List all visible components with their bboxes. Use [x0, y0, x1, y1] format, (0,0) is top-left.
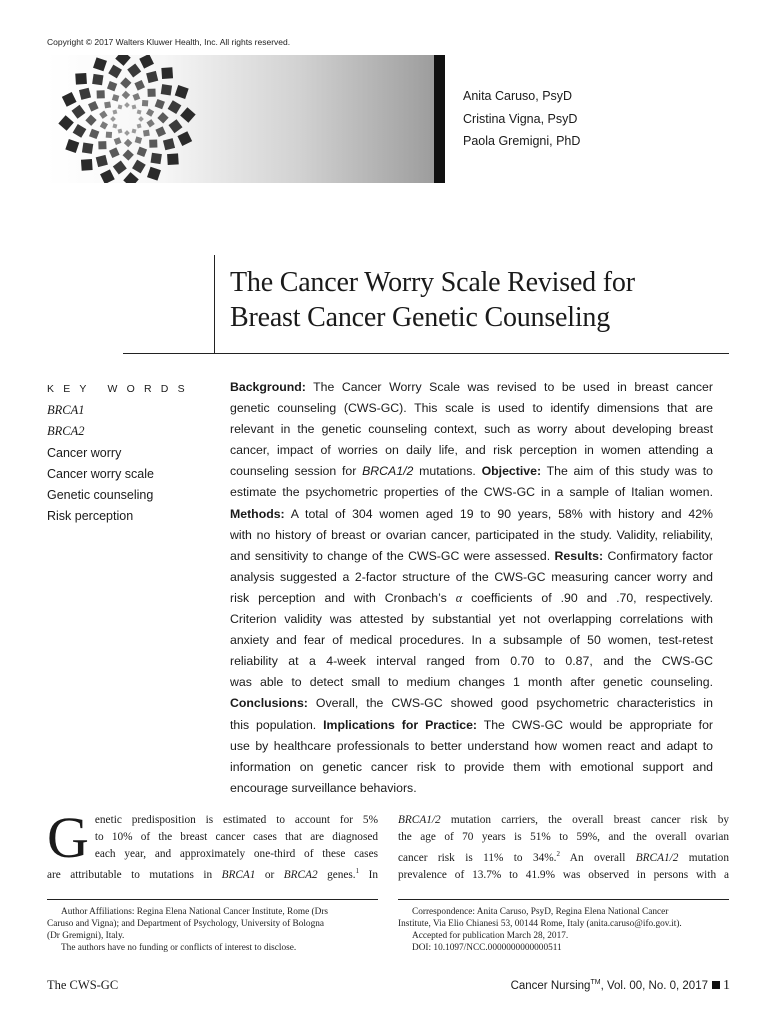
- footnote-line: (Dr Gremigni), Italy.: [47, 931, 125, 941]
- abstract-line: with no history of breast or ovarian cancer, participated in the study. Validity, reliability,: [230, 527, 713, 542]
- keywords-list: [47, 400, 154, 528]
- sunburst-square: [89, 129, 99, 139]
- body-text: cancer risk is 11% to 34%.: [398, 851, 557, 864]
- sunburst-square: [113, 161, 127, 175]
- abstract-text: The Cancer Worry Scale was revised to be used in breast cancer: [305, 380, 713, 394]
- sunburst-square: [99, 111, 107, 119]
- title-horizontal-rule: [123, 353, 729, 354]
- abstract-line: [230, 693, 713, 714]
- sunburst-square: [149, 139, 157, 147]
- sunburst-square: [62, 92, 77, 107]
- sunburst-square: [112, 110, 117, 115]
- sunburst-square: [143, 130, 150, 137]
- drop-cap: G: [47, 805, 89, 870]
- sunburst-square: [110, 116, 116, 122]
- abstract-line: [230, 504, 713, 525]
- sunburst-square: [85, 115, 96, 126]
- sunburst-square: [122, 91, 130, 99]
- abstract-line: was able to detect small to medium changes 1 month after genetic counseling.: [230, 675, 713, 690]
- author-name: Anita Caruso, PsyD: [463, 89, 573, 103]
- sunburst-square: [123, 172, 139, 183]
- sunburst-square: [163, 138, 175, 150]
- sunburst-square: [112, 124, 117, 129]
- sunburst-square: [146, 71, 158, 83]
- abstract-line: information on genetic cancer risk to provide them with emotional support and: [230, 759, 713, 774]
- sunburst-square: [134, 80, 145, 91]
- abstract-text: mutations.: [413, 464, 482, 479]
- keyword-item: BRCA1: [47, 403, 85, 417]
- issue-info: , Vol. 00, No. 0, 2017: [600, 980, 708, 992]
- body-column-right: [398, 812, 729, 884]
- sunburst-square: [132, 129, 137, 134]
- body-text: are attributable to mutations in: [47, 868, 222, 881]
- keyword-item: Genetic counseling: [47, 488, 154, 503]
- sunburst-square: [124, 102, 130, 108]
- sunburst-square: [147, 89, 155, 97]
- sunburst-square: [177, 131, 192, 146]
- body-line: prevalence of 13.7% to 41.9% was observed in persons with a: [398, 868, 729, 881]
- abstract-line: relevant in the genetic counseling context, such as worry about developing breast: [230, 422, 713, 437]
- abstract-line: [230, 588, 713, 609]
- sunburst-square: [109, 147, 120, 158]
- footnote-line: Institute, Via Elio Chianesi 53, 00144 Rome, Italy (anita.caruso@ifo.gov.it).: [398, 919, 682, 929]
- abstract-text: coefficients of .90 and .70, respectively.: [462, 590, 713, 605]
- sunburst-square: [88, 101, 99, 112]
- abstract-label-results: Results:: [554, 548, 604, 563]
- copyright-notice: Copyright © 2017 Walters Kluwer Health, Inc. All rights reserved.: [47, 37, 291, 47]
- gene-name: BRCA1/2: [362, 464, 414, 479]
- sunburst-square: [92, 74, 103, 85]
- footnote-line: Accepted for publication March 28, 2017.: [412, 931, 569, 941]
- sunburst-square: [137, 124, 142, 129]
- author-list: [463, 85, 580, 153]
- abstract-line: use by healthcare professionals to better understand how women react and adapt to: [230, 738, 713, 753]
- sunburst-square: [139, 55, 154, 69]
- sunburst-square: [115, 55, 131, 66]
- article-title: [230, 265, 720, 335]
- sunburst-logo-icon: [47, 55, 207, 183]
- sunburst-square: [124, 139, 132, 147]
- abstract-label-conclusions: Conclusions:: [230, 696, 308, 711]
- abstract-line: [230, 715, 713, 736]
- keyword-item: Cancer worry scale: [47, 466, 154, 481]
- sunburst-square: [120, 77, 131, 88]
- footnote-line: DOI: 10.1097/NCC.0000000000000511: [412, 943, 562, 953]
- sunburst-square: [93, 57, 107, 71]
- sunburst-square: [135, 136, 142, 143]
- sunburst-square: [100, 169, 115, 183]
- abstract-line: [230, 377, 713, 398]
- sunburst-square: [151, 153, 162, 164]
- sunburst-square: [146, 109, 154, 117]
- body-line: [398, 846, 729, 867]
- keyword-item: Cancer worry: [47, 445, 122, 460]
- abstract-line: analysis suggested a 2-factor structure of the CWS-GC measuring cancer worry and: [230, 569, 713, 584]
- sunburst-square: [133, 93, 141, 101]
- alpha-symbol: α: [455, 590, 463, 605]
- sunburst-square: [175, 85, 189, 99]
- abstract-text: risk perception and with Cronbach’s: [230, 590, 456, 605]
- sunburst-square: [72, 105, 86, 119]
- running-footer-short-title: The CWS-GC: [47, 978, 119, 992]
- abstract-text: Confirmatory factor: [603, 548, 713, 563]
- sunburst-square: [123, 149, 134, 160]
- author-name: Paola Gremigni, PhD: [463, 134, 581, 148]
- abstract-line: [230, 461, 713, 482]
- trademark-mark: TM: [590, 979, 601, 987]
- gene-name: BRCA2: [283, 868, 318, 881]
- sunburst-square: [132, 104, 137, 109]
- body-text: mutation carriers, the overall breast cancer risk by: [440, 814, 729, 826]
- sunburst-square: [161, 84, 172, 95]
- abstract-line: anxiety and fear of medical procedures. In a subsample of 50 women, test-retest: [230, 633, 713, 648]
- abstract-text: Overall, the CWS-GC showed good psychometric characteristics in: [307, 696, 713, 711]
- title-line: The Cancer Worry Scale Revised for: [230, 267, 635, 298]
- sunburst-square: [104, 101, 111, 108]
- abstract-text: The CWS-GC would be appropriate for: [477, 717, 714, 732]
- sunburst-square: [79, 88, 91, 100]
- body-line: each year, and approximately one-third of these cases: [94, 848, 378, 860]
- sunburst-square: [118, 104, 123, 109]
- sunburst-square: [73, 124, 87, 138]
- citation-ref: 1: [355, 867, 360, 875]
- body-text: mutation: [678, 851, 729, 864]
- keywords-heading: KEY WORDS: [47, 383, 194, 395]
- sunburst-square: [168, 100, 182, 114]
- sunburst-square: [169, 119, 183, 133]
- abstract-label-objective: Objective:: [481, 464, 542, 479]
- sunburst-square: [81, 159, 93, 171]
- sunburst-square: [108, 65, 122, 79]
- page-number: 1: [723, 978, 730, 993]
- sunburst-square: [157, 112, 168, 123]
- footnote-rule-left: [47, 899, 378, 900]
- keyword-item: Risk perception: [47, 509, 134, 524]
- title-vertical-rule: [214, 255, 215, 353]
- abstract-text: A total of 304 women aged 19 to 90 years, 58% with history and 42%: [284, 506, 713, 521]
- abstract-text: counseling session for: [230, 464, 363, 479]
- banner-divider: [434, 55, 445, 183]
- body-text: or: [255, 868, 284, 881]
- body-line: enetic predisposition is estimated to account for 5%: [94, 814, 378, 826]
- gene-name: BRCA1/2: [635, 851, 679, 864]
- sunburst-square: [58, 115, 74, 131]
- body-line: the age of 70 years is 51% to 59%, and the overall ovarian: [398, 831, 729, 843]
- square-bullet-icon: [712, 981, 720, 989]
- sunburst-square: [147, 167, 161, 181]
- abstract-line: Criterion validity was attested by substantial yet not overlapping correlations with: [230, 612, 713, 627]
- abstract-text: this population.: [230, 717, 324, 732]
- abstract-line: estimate the psychometric properties of the CWS-GC in a sample of Italian women.: [230, 485, 713, 500]
- sunburst-square: [155, 126, 166, 137]
- keyword-item: BRCA2: [47, 424, 85, 439]
- footnote-line: Caruso and Vigna); and Department of Psychology, University of Bologna: [47, 919, 325, 929]
- sunburst-square: [112, 94, 119, 101]
- sunburst-square: [142, 100, 148, 106]
- abstract-line: reliability at a 4-week interval ranged from 0.70 to 0.87, and the CWS-GC: [230, 654, 713, 669]
- citation-ref: 2: [556, 850, 561, 858]
- body-line: to 10% of the breast cancer cases that are diagnosed: [94, 831, 378, 843]
- sunburst-square: [65, 139, 79, 153]
- abstract-line: encourage surveillance behaviors.: [230, 780, 417, 795]
- sunburst-square: [180, 107, 196, 123]
- gene-name: BRCA1: [221, 868, 256, 881]
- sunburst-square: [138, 116, 144, 122]
- sunburst-square: [98, 141, 106, 149]
- abstract-line: [230, 546, 713, 567]
- sunburst-square: [146, 119, 154, 127]
- journal-name: Cancer Nursing: [510, 980, 591, 992]
- sunburst-square: [137, 147, 147, 157]
- sunburst-square: [96, 155, 108, 167]
- abstract-text: and sensitivity to change of the CWS-GC were assessed.: [230, 548, 555, 563]
- sunburst-square: [82, 143, 93, 154]
- abstract-line: genetic counseling (CWS-GC). This scale is used to identify dimensions that are: [230, 401, 713, 416]
- body-line: [47, 863, 378, 884]
- abstract-label-background: Background:: [230, 380, 306, 394]
- abstract-line: cancer, impact of worries on daily life, and risk perception in women attending a: [230, 443, 713, 458]
- gene-name: BRCA1/2: [398, 814, 441, 826]
- sunburst-square: [118, 129, 123, 134]
- sunburst-square: [155, 99, 165, 109]
- sunburst-square: [132, 160, 146, 174]
- sunburst-square: [127, 64, 141, 78]
- sunburst-square: [114, 137, 122, 145]
- sunburst-square: [107, 81, 117, 91]
- sunburst-square: [167, 153, 179, 165]
- journal-banner: [47, 55, 434, 183]
- running-footer-citation: [511, 978, 730, 994]
- body-text: An overall: [560, 851, 636, 864]
- footnote-line: Correspondence: Anita Caruso, PsyD, Regina Elena National Cancer: [412, 907, 669, 917]
- author-name: Cristina Vigna, PsyD: [463, 111, 578, 126]
- abstract-label-methods: Methods:: [230, 506, 285, 521]
- author-affiliations-footnote: [47, 906, 378, 954]
- sunburst-square: [137, 110, 142, 115]
- sunburst-square: [75, 73, 87, 85]
- title-line: Breast Cancer Genetic Counseling: [230, 302, 611, 333]
- body-column-left: [47, 805, 378, 884]
- sunburst-square: [161, 67, 173, 79]
- footnote-rule-right: [398, 899, 729, 900]
- sunburst-square: [97, 90, 105, 98]
- body-text: In: [359, 868, 378, 881]
- footnote-line: Author Affiliations: Regina Elena National Cancer Institute, Rome (Drs: [61, 907, 329, 917]
- abstract: [230, 377, 713, 799]
- body-text: genes.: [317, 868, 356, 881]
- sunburst-square: [106, 132, 112, 138]
- correspondence-footnote: [398, 906, 730, 954]
- sunburst-square: [100, 121, 108, 129]
- footnote-line: The authors have no funding or conflicts of interest to disclose.: [61, 943, 297, 953]
- body-line: [398, 812, 729, 829]
- abstract-label-implications: Implications for Practice:: [323, 717, 478, 732]
- abstract-text: The aim of this study was to: [541, 464, 713, 479]
- sunburst-square: [124, 130, 130, 136]
